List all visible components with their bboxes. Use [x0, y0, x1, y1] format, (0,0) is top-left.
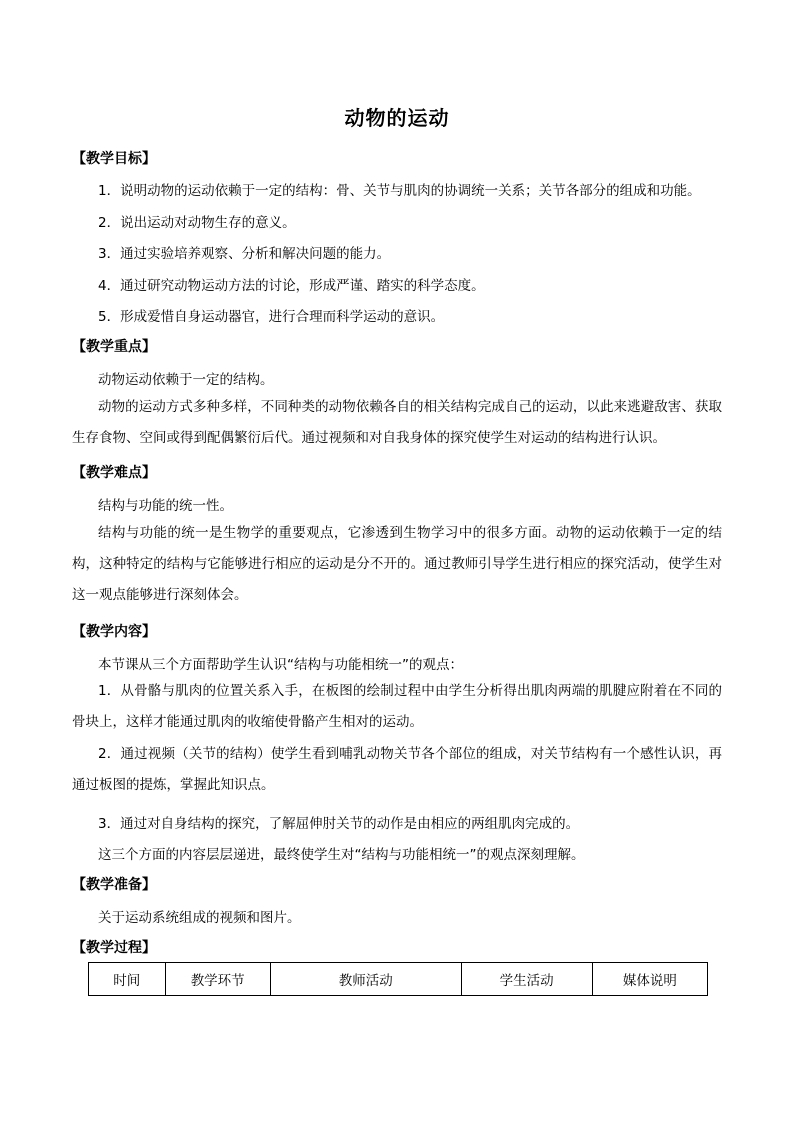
- preparation-text: 关于运动系统组成的视频和图片。: [98, 910, 301, 926]
- focus-paragraph: 动物的运动方式多种多样，不同种类的动物依赖各自的相关结构完成自己的运动，以此来逃避敌害、获取生存食物、空间或得到配偶繁衍后代。通过视频和对自我身体的探究使学生对运动的结构进行认识。: [72, 399, 722, 446]
- heading-difficulty: 【教学难点】: [72, 465, 156, 481]
- page-title: 动物的运动: [344, 106, 450, 130]
- goal-item-4: 4．通过研究动物运动方法的讨论，形成严谨、踏实的科学态度。: [98, 278, 485, 294]
- content-item-2: 2．通过视频（关节的结构）使学生看到哺乳动物关节各个部位的组成，对关节结构有一个感性认识，再通过板图的提炼，掌握此知识点。: [72, 746, 722, 793]
- difficulty-paragraph: 结构与功能的统一是生物学的重要观点，它渗透到生物学习中的很多方面。动物的运动依赖于一定的结构，这种特定的结构与它能够进行相应的运动是分不开的。通过教师引导学生进行相应的探究活动，使学生对这一观点能够进行深刻体会。: [72, 525, 722, 603]
- process-table: [88, 962, 708, 996]
- heading-goals: 【教学目标】: [72, 151, 156, 167]
- goal-item-3: 3．通过实验培养观察、分析和解决问题的能力。: [98, 246, 391, 262]
- content-conclusion: 这三个方面的内容层层递进，最终使学生对“结构与功能相统一”的观点深刻理解。: [98, 847, 585, 863]
- table-header-student: 学生活动: [461, 963, 592, 996]
- table-header-teacher: 教师活动: [270, 963, 461, 996]
- focus-summary: 动物运动依赖于一定的结构。: [98, 372, 274, 388]
- heading-focus: 【教学重点】: [72, 339, 156, 355]
- goal-item-5: 5．形成爱惜自身运动器官，进行合理而科学运动的意识。: [98, 309, 445, 325]
- heading-preparation: 【教学准备】: [72, 877, 156, 893]
- goal-item-1: 1．说明动物的运动依赖于一定的结构：骨、关节与肌肉的协调统一关系；关节各部分的组成和功能。: [98, 183, 701, 199]
- content-item-3: 3．通过对自身结构的探究，了解屈伸肘关节的动作是由相应的两组肌肉完成的。: [98, 816, 580, 832]
- content-intro: 本节课从三个方面帮助学生认识“结构与功能相统一”的观点：: [98, 657, 463, 673]
- content-item-1: 1．从骨骼与肌肉的位置关系入手，在板图的绘制过程中由学生分析得出肌肉两端的肌腱应附着在不同的骨块上，这样才能通过肌肉的收缩使骨骼产生相对的运动。: [72, 683, 722, 730]
- goal-item-2: 2．说出运动对动物生存的意义。: [98, 215, 296, 231]
- heading-process: 【教学过程】: [72, 940, 156, 956]
- table-header-row: [89, 963, 708, 996]
- table-header-media: 媒体说明: [592, 963, 707, 996]
- difficulty-summary: 结构与功能的统一性。: [98, 498, 233, 514]
- heading-content: 【教学内容】: [72, 624, 156, 640]
- table-header-time: 时间: [89, 963, 166, 996]
- table-header-stage: 教学环节: [165, 963, 270, 996]
